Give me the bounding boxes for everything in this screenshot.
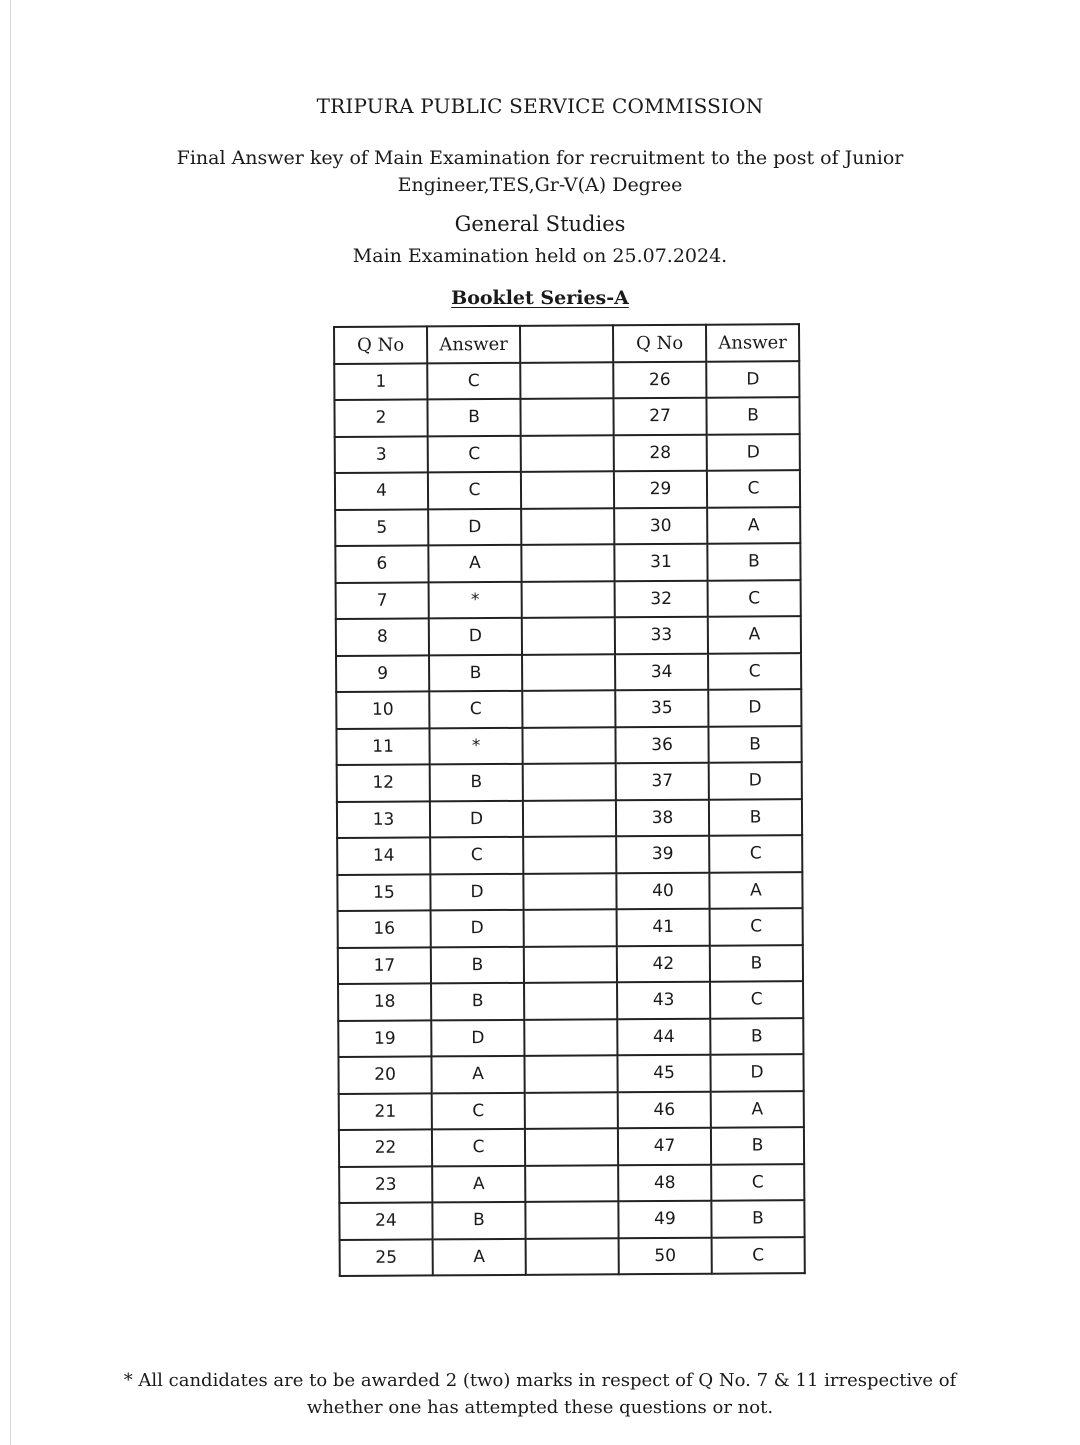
q-no-cell: 50 — [619, 1237, 712, 1274]
q-no-cell: 8 — [336, 618, 429, 655]
spacer-cell — [523, 836, 616, 873]
table-row — [334, 397, 799, 436]
q-no-cell: 10 — [336, 691, 429, 728]
spacer-cell — [525, 1092, 618, 1129]
header-cell — [520, 325, 613, 362]
exam-date-line: Main Examination held on 25.07.2024. — [352, 245, 728, 267]
q-no-cell: 28 — [614, 434, 707, 471]
table-row — [338, 945, 803, 984]
q-no-cell: 37 — [616, 763, 709, 800]
table-row — [336, 726, 801, 765]
answer-cell: D — [428, 508, 521, 545]
answer-cell: D — [430, 800, 523, 837]
q-no-cell: 47 — [618, 1128, 711, 1165]
spacer-cell — [525, 1201, 618, 1238]
q-no-cell: 7 — [336, 582, 429, 619]
q-no-cell: 46 — [618, 1091, 711, 1128]
table-row — [337, 799, 802, 838]
table-row — [335, 434, 800, 473]
answer-cell: B — [710, 945, 803, 982]
q-no-cell: 32 — [615, 580, 708, 617]
q-no-cell: 39 — [616, 836, 709, 873]
answer-cell: B — [709, 799, 802, 836]
answer-cell: D — [710, 1054, 803, 1091]
commission-name: TRIPURA PUBLIC SERVICE COMMISSION — [316, 94, 764, 118]
answer-cell: C — [432, 1129, 525, 1166]
answer-cell: * — [429, 581, 522, 618]
q-no-cell: 38 — [616, 799, 709, 836]
answer-cell: C — [707, 470, 800, 507]
q-no-cell: 11 — [336, 728, 429, 765]
table-row — [339, 1200, 804, 1239]
q-no-cell: 49 — [618, 1201, 711, 1238]
answer-cell: A — [428, 545, 521, 582]
answer-cell: C — [428, 435, 521, 472]
answer-cell: B — [431, 983, 524, 1020]
answer-cell: A — [711, 1091, 804, 1128]
spacer-cell — [521, 471, 614, 508]
table-row — [338, 1054, 803, 1093]
q-no-cell: 20 — [338, 1056, 431, 1093]
q-no-cell: 41 — [617, 909, 710, 946]
answer-cell: D — [706, 361, 799, 398]
answer-cell: C — [429, 691, 522, 728]
document-title-line-2: Engineer,TES,Gr-V(A) Degree — [397, 174, 683, 196]
answer-cell: C — [430, 837, 523, 874]
answer-cell: B — [430, 764, 523, 801]
q-no-cell: 22 — [339, 1129, 432, 1166]
spacer-cell — [524, 982, 617, 1019]
spacer-cell — [525, 1165, 618, 1202]
q-no-cell: 36 — [615, 726, 708, 763]
table-row — [336, 689, 801, 728]
table-row — [335, 470, 800, 509]
answer-cell: B — [708, 726, 801, 763]
table-row — [339, 1091, 804, 1130]
footnote-line-1: * All candidates are to be awarded 2 (two) marks in respect of Q No. 7 & 11 irrespective of — [123, 1370, 957, 1391]
spacer-cell — [521, 508, 614, 545]
q-no-cell: 23 — [339, 1166, 432, 1203]
answer-cell: B — [711, 1200, 804, 1237]
document-title-line-1: Final Answer key of Main Examination for recruitment to the post of Junior — [176, 147, 904, 169]
table-row — [334, 361, 799, 400]
table-row — [335, 543, 800, 582]
answer-cell: C — [432, 1092, 525, 1129]
booklet-series-label: Booklet Series-A — [451, 287, 629, 309]
q-no-cell: 13 — [337, 801, 430, 838]
answer-cell: C — [709, 835, 802, 872]
table-row — [335, 507, 800, 546]
q-no-cell: 31 — [614, 544, 707, 581]
q-no-cell: 44 — [617, 1018, 710, 1055]
q-no-cell: 24 — [339, 1202, 432, 1239]
table-row — [339, 1127, 804, 1166]
answer-cell: B — [710, 1018, 803, 1055]
answer-cell: A — [433, 1238, 526, 1275]
spacer-cell — [520, 398, 613, 435]
spacer-cell — [522, 617, 615, 654]
q-no-cell: 25 — [340, 1239, 433, 1276]
spacer-cell — [524, 1019, 617, 1056]
table-row — [337, 835, 802, 874]
q-no-cell: 2 — [334, 399, 427, 436]
q-no-cell: 15 — [337, 874, 430, 911]
q-no-cell: 9 — [336, 655, 429, 692]
answer-cell: C — [427, 362, 520, 399]
answer-cell: C — [710, 908, 803, 945]
header-cell: Answer — [706, 324, 799, 361]
answer-cell: D — [707, 434, 800, 471]
spacer-cell — [522, 654, 615, 691]
spacer-cell — [526, 1238, 619, 1275]
q-no-cell: 29 — [614, 471, 707, 508]
q-no-cell: 33 — [615, 617, 708, 654]
q-no-cell: 17 — [338, 947, 431, 984]
spacer-cell — [524, 909, 617, 946]
q-no-cell: 30 — [614, 507, 707, 544]
document-title — [0, 145, 1080, 199]
answer-cell: A — [708, 616, 801, 653]
answer-cell: D — [430, 873, 523, 910]
q-no-cell: 35 — [615, 690, 708, 727]
q-no-cell: 14 — [337, 837, 430, 874]
table-row — [336, 653, 801, 692]
answer-cell: D — [429, 618, 522, 655]
spacer-cell — [523, 763, 616, 800]
spacer-cell — [523, 800, 616, 837]
spacer-cell — [525, 1128, 618, 1165]
table-row — [339, 1164, 804, 1203]
subject-heading: General Studies — [454, 212, 626, 236]
table-row — [338, 908, 803, 947]
spacer-cell — [521, 435, 614, 472]
answer-cell: C — [711, 1164, 804, 1201]
answer-cell: B — [429, 654, 522, 691]
spacer-cell — [522, 727, 615, 764]
q-no-cell: 12 — [337, 764, 430, 801]
answer-cell: A — [432, 1165, 525, 1202]
spacer-cell — [522, 690, 615, 727]
answer-cell: A — [709, 872, 802, 909]
spacer-cell — [524, 946, 617, 983]
spacer-cell — [520, 362, 613, 399]
q-no-cell: 27 — [613, 398, 706, 435]
answer-cell: C — [712, 1237, 805, 1274]
q-no-cell: 21 — [339, 1093, 432, 1130]
answer-cell: C — [428, 472, 521, 509]
answer-cell: D — [708, 689, 801, 726]
answer-cell: B — [431, 946, 524, 983]
answer-key-table — [333, 323, 806, 1277]
answer-cell: D — [431, 910, 524, 947]
answer-cell: * — [429, 727, 522, 764]
spacer-cell — [522, 581, 615, 618]
q-no-cell: 5 — [335, 509, 428, 546]
spacer-cell — [524, 1055, 617, 1092]
booklet-series-heading — [0, 287, 1080, 309]
answer-cell: C — [708, 580, 801, 617]
answer-cell: A — [707, 507, 800, 544]
table-row — [340, 1237, 805, 1276]
answer-cell: B — [711, 1127, 804, 1164]
answer-cell: D — [709, 762, 802, 799]
table-header-row — [334, 324, 799, 363]
q-no-cell: 4 — [335, 472, 428, 509]
table-row — [336, 616, 801, 655]
q-no-cell: 16 — [338, 910, 431, 947]
q-no-cell: 42 — [617, 945, 710, 982]
answer-cell: B — [427, 399, 520, 436]
footnote — [0, 1367, 1080, 1421]
q-no-cell: 3 — [335, 436, 428, 473]
footnote-line-2: whether one has attempted these questions or not. — [306, 1397, 774, 1418]
spacer-cell — [523, 873, 616, 910]
answer-cell: B — [706, 397, 799, 434]
q-no-cell: 6 — [335, 545, 428, 582]
q-no-cell: 34 — [615, 653, 708, 690]
q-no-cell: 43 — [617, 982, 710, 1019]
header-cell: Answer — [427, 326, 520, 363]
answer-cell: D — [431, 1019, 524, 1056]
q-no-cell: 18 — [338, 983, 431, 1020]
answer-cell: B — [432, 1202, 525, 1239]
table-row — [336, 580, 801, 619]
q-no-cell: 19 — [338, 1020, 431, 1057]
answer-cell: B — [707, 543, 800, 580]
answer-key-body — [334, 361, 805, 1276]
answer-cell: A — [431, 1056, 524, 1093]
q-no-cell: 45 — [617, 1055, 710, 1092]
q-no-cell: 1 — [334, 363, 427, 400]
q-no-cell: 26 — [613, 361, 706, 398]
answer-cell: C — [710, 981, 803, 1018]
table-row — [338, 981, 803, 1020]
header-cell: Q No — [334, 326, 427, 363]
table-row — [337, 872, 802, 911]
table-row — [338, 1018, 803, 1057]
spacer-cell — [521, 544, 614, 581]
q-no-cell: 48 — [618, 1164, 711, 1201]
answer-cell: C — [708, 653, 801, 690]
table-row — [337, 762, 802, 801]
header-cell: Q No — [613, 325, 706, 362]
q-no-cell: 40 — [616, 872, 709, 909]
